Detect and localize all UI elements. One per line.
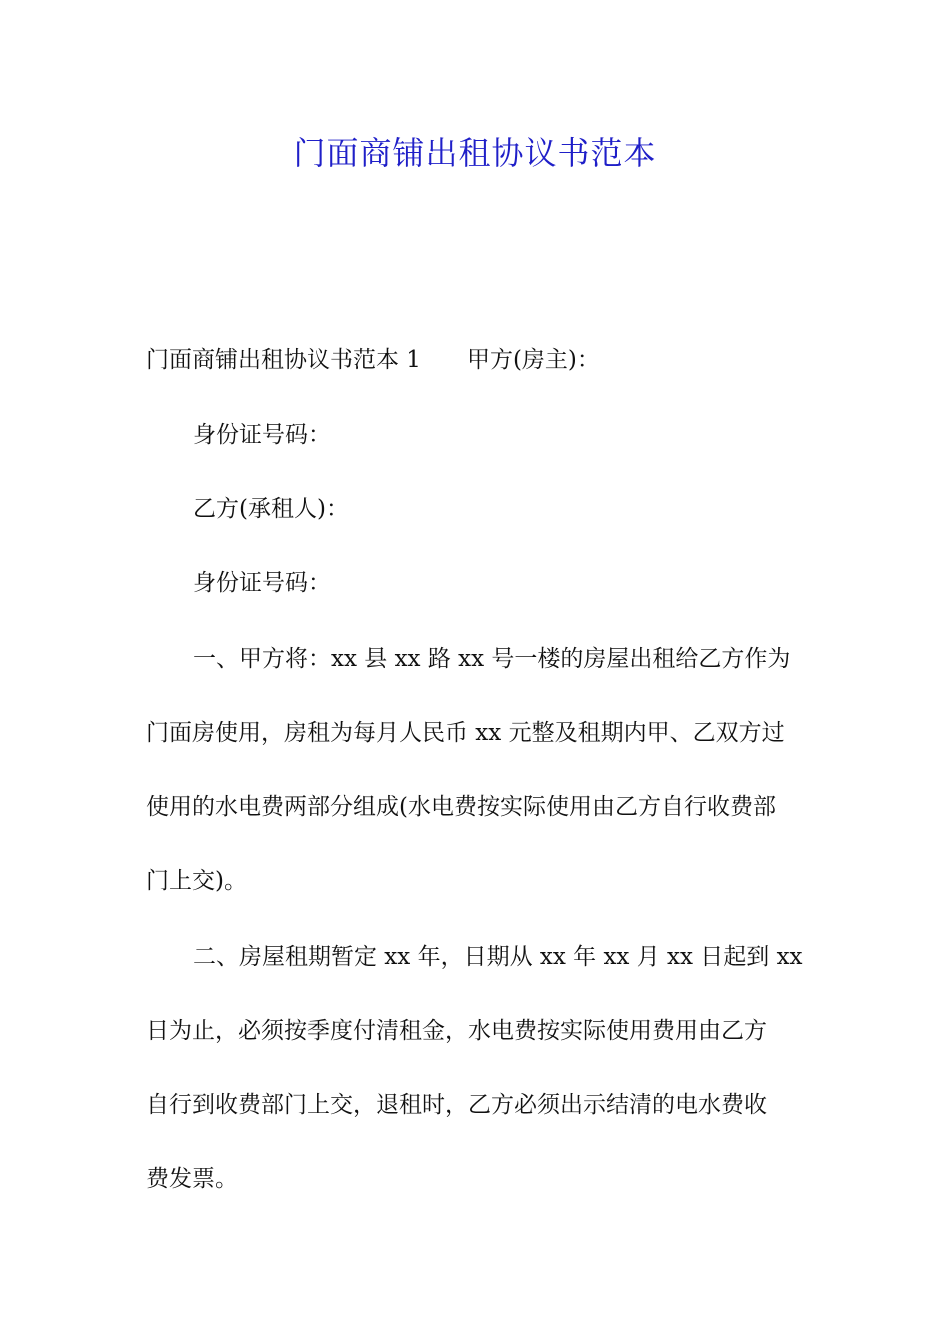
document-title: 门面商铺出租协议书范本 <box>293 134 657 172</box>
clause-2-line-4: 费发票。 <box>146 1166 238 1192</box>
party-a-id-label: 身份证号码： <box>193 422 331 448</box>
sample-heading: 门面商铺出租协议书范本 1 <box>146 347 421 373</box>
clause-1-line-4: 门上交)。 <box>146 868 247 894</box>
clause-1-line-3: 使用的水电费两部分组成(水电费按实际使用由乙方自行收费部 <box>146 794 776 820</box>
clause-1-line-1: 一、甲方将：xx 县 xx 路 xx 号一楼的房屋出租给乙方作为 <box>193 646 791 672</box>
party-a-label: 甲方(房主)： <box>466 347 600 373</box>
clause-2-line-2: 日为止，必须按季度付清租金，水电费按实际使用费用由乙方 <box>146 1018 767 1044</box>
clause-2-line-1: 二、房屋租期暂定 xx 年，日期从 xx 年 xx 月 xx 日起到 xx <box>193 944 803 970</box>
intro-line <box>146 343 826 377</box>
clause-1-line-2: 门面房使用，房租为每月人民币 xx 元整及租期内甲、乙双方过 <box>146 720 785 746</box>
party-b-label: 乙方(承租人)： <box>193 496 349 522</box>
clause-2-line-3: 自行到收费部门上交，退租时，乙方必须出示结清的电水费收 <box>146 1092 767 1118</box>
party-b-id-label: 身份证号码： <box>193 570 331 596</box>
